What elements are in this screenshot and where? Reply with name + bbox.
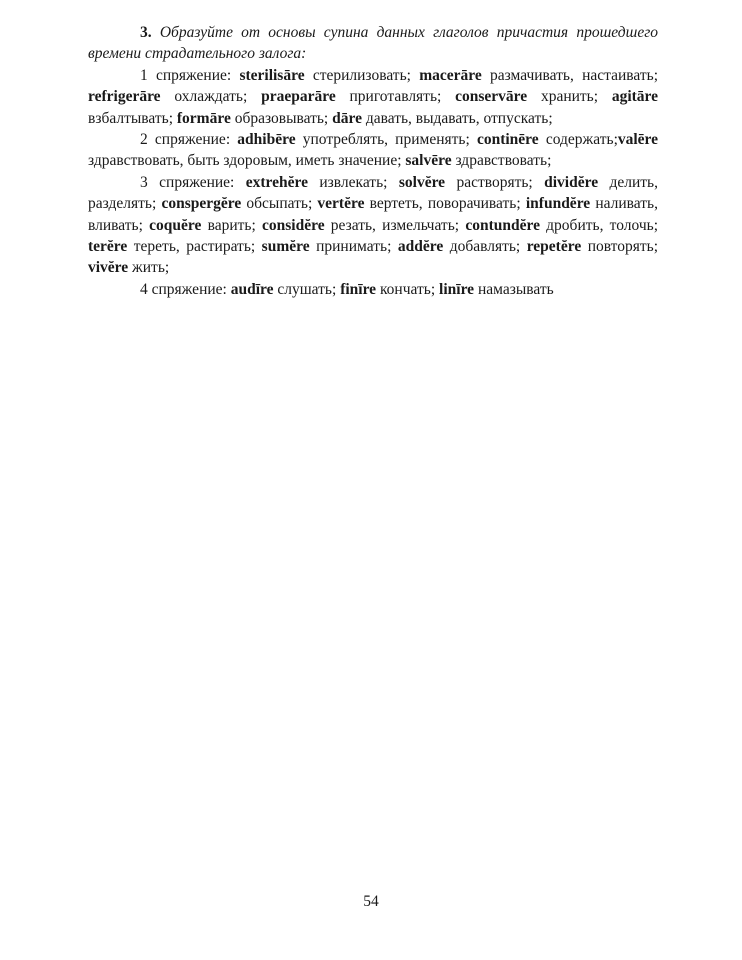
verb-translation: размачивать, настаивать bbox=[489, 66, 654, 84]
verb-translation: кончать bbox=[379, 280, 431, 298]
latin-verb: terĕre bbox=[88, 238, 128, 256]
exercise-heading bbox=[88, 22, 658, 65]
conjugation-label: 4 спряжение: bbox=[140, 280, 227, 298]
verb-translation: хранить bbox=[540, 88, 594, 106]
conjugation-label: 3 спряжение: bbox=[140, 173, 235, 191]
latin-verb: solvĕre bbox=[398, 173, 446, 191]
verb-translation: слушать bbox=[277, 280, 332, 298]
latin-verb: conspergĕre bbox=[161, 195, 242, 213]
latin-verb: conservāre bbox=[455, 88, 528, 106]
latin-verb: audīre bbox=[230, 280, 274, 298]
conjugation-2-paragraph: 2 спряжение: adhibēre употреблять, применять; continēre содержать;valēre здравствовать, быть здоровым, иметь значение; salvēre здравствовать; bbox=[88, 131, 659, 170]
verb-translation: наливать, вливать bbox=[88, 195, 658, 234]
verb-translation: здравствовать, быть здоровым, иметь значение bbox=[88, 152, 398, 170]
latin-verb: considĕre bbox=[262, 216, 325, 234]
verb-translation: повторять bbox=[587, 238, 654, 256]
latin-verb: formāre bbox=[176, 109, 231, 127]
verb-translation: стерилизовать bbox=[312, 66, 407, 84]
exercise-instruction: Образуйте от основы супина данных глаголов причастия прошедшего времени страдательного залога: bbox=[88, 24, 658, 63]
verb-translation: растворять bbox=[456, 173, 529, 191]
verb-translation: извлекать bbox=[319, 173, 384, 191]
verb-translation: содержать bbox=[545, 131, 614, 149]
verb-translation: принимать bbox=[316, 238, 388, 256]
verb-translation: тереть, растирать bbox=[133, 238, 251, 256]
verb-translation: резать, измельчать bbox=[330, 216, 455, 234]
conjugation-3-paragraph: 3 спряжение: extrehĕre извлекать; solvĕre растворять; dividĕre делить, разделять; conspergĕre обсыпать; vertĕre вертеть, поворачивать; infundĕre наливать, вливать; coquĕre варить; considĕre резать, измельчать; contundĕre дробить, толочь; terĕre тереть, растирать; sumĕre принимать; addĕre добавлять; repetĕre повторять; vivĕre жить; bbox=[88, 173, 659, 277]
verb-translation: жить bbox=[132, 259, 165, 277]
latin-verb: refrigerāre bbox=[88, 88, 161, 106]
latin-verb: salvēre bbox=[405, 152, 452, 170]
verb-translation: дробить, толочь bbox=[546, 216, 654, 234]
verb-translation: обсыпать bbox=[246, 195, 308, 213]
verb-translation: употреблять, применять bbox=[302, 131, 466, 149]
latin-verb: contundĕre bbox=[465, 216, 540, 234]
latin-verb: agitāre bbox=[611, 88, 659, 106]
page-content bbox=[88, 22, 658, 300]
verb-translation: варить bbox=[207, 216, 252, 234]
latin-verb: infundĕre bbox=[525, 195, 591, 213]
latin-verb: dāre bbox=[332, 109, 362, 127]
verb-translation: добавлять bbox=[449, 238, 516, 256]
verb-translation: давать, выдавать, отпускать bbox=[365, 109, 549, 127]
latin-verb: vivĕre bbox=[88, 259, 129, 277]
latin-verb: continēre bbox=[476, 131, 539, 149]
page-number: 54 bbox=[363, 893, 379, 910]
latin-verb: sumĕre bbox=[261, 238, 310, 256]
latin-verb: repetĕre bbox=[526, 238, 582, 256]
conjugation-4-paragraph: 4 спряжение: audīre слушать; finīre кончать; linīre намазывать bbox=[140, 280, 554, 298]
latin-verb: valēre bbox=[617, 131, 659, 149]
verb-translation: здравствовать bbox=[455, 152, 548, 170]
latin-verb: praeparāre bbox=[261, 88, 336, 106]
latin-verb: coquĕre bbox=[149, 216, 202, 234]
verb-translation: охлаждать bbox=[174, 88, 244, 106]
conjugation-1-paragraph: 1 спряжение: sterilisāre стерилизовать; macerāre размачивать, настаивать; refrigerāre охлаждать; praeparāre приготавлять; conservāre хранить; agitāre взбалтывать; formāre образовывать; dāre давать, выдавать, отпускать; bbox=[88, 66, 659, 127]
verb-translation: намазывать bbox=[477, 280, 554, 298]
latin-verb: extrehĕre bbox=[245, 173, 308, 191]
latin-verb: dividĕre bbox=[544, 173, 599, 191]
latin-verb: linīre bbox=[439, 280, 475, 298]
latin-verb: addĕre bbox=[397, 238, 444, 256]
latin-verb: adhibēre bbox=[237, 131, 296, 149]
latin-verb: finīre bbox=[340, 280, 377, 298]
conjugation-label: 2 спряжение: bbox=[140, 131, 231, 149]
conjugation-label: 1 спряжение: bbox=[140, 66, 232, 84]
verb-translation: образовывать bbox=[234, 109, 324, 127]
latin-verb: vertĕre bbox=[317, 195, 365, 213]
verb-translation: приготавлять bbox=[349, 88, 438, 106]
latin-verb: sterilisāre bbox=[239, 66, 305, 84]
latin-verb: macerāre bbox=[419, 66, 482, 84]
exercise-number: 3. bbox=[140, 24, 152, 41]
verb-translation: взбалтывать bbox=[88, 109, 169, 127]
verb-translation: делить, разделять bbox=[88, 173, 658, 213]
verb-translation: вертеть, поворачивать bbox=[369, 195, 517, 213]
